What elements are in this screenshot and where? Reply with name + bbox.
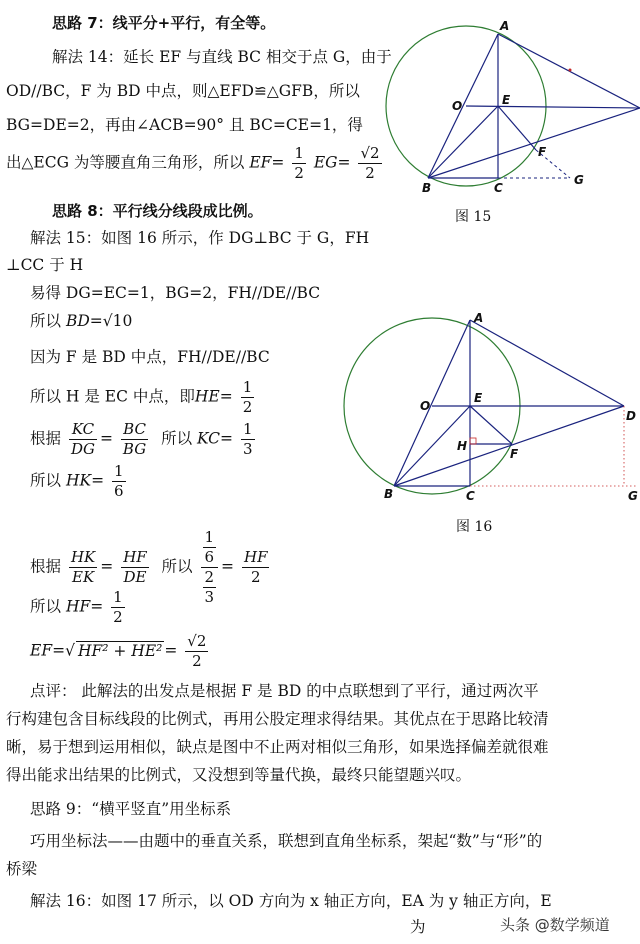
ef-equation: EF=√ HF² + HE² = $\frac{√2}{2}$ [30,632,207,670]
he-equation: 所以 H 是 EC 中点，即HE= $\frac{1}{2}$ [30,378,253,416]
hk-equation: 所以 HK= $\frac{1}{6}$ [30,462,124,500]
idea9-line1: 巧用坐标法——由题中的垂直关系，联想到直角坐标系，架起“数”与“形”的 [30,832,543,850]
idea9-line3: 解法 16：如图 17 所示，以 OD 方向为 x 轴正方向，EA 为 y 轴正方向，E [30,892,552,910]
label-D: D [626,409,636,423]
label-H: H [457,439,468,453]
fraction: $\frac{√2}{2}$ [187,632,207,670]
fraction: $\frac{1}{3}$ [242,420,253,458]
idea8-line2: ⊥CC 于 H [6,256,84,274]
label-O: O [452,99,463,113]
fraction: $\frac{1}{2}$ [294,144,304,182]
idea7-line1: 解法 14：延长 EF 与直线 BC 相交于点 G，由于 [52,48,392,66]
comment-line3: 晰，易于想到运用相似，缺点是图中不止两对相似三角形，如果选择偏差就很难 [6,738,549,756]
comment-line1: 点评： 此解法的出发点是根据 F 是 BD 的中点联想到了平行，通过两次平 [30,682,539,700]
idea8-line1: 解法 15：如图 16 所示，作 DG⊥BC 于 G，FH [30,229,370,247]
bd-equation: 所以 BD=√10 [30,312,133,330]
label-C: C [494,181,503,195]
idea9-line2: 桥梁 [6,860,38,878]
fraction: $\frac{1}{2}$ [242,378,253,416]
idea8-line5: 因为 F 是 BD 中点，FH//DE//BC [30,348,270,366]
label-E: E [474,391,483,405]
figure-16 [340,310,640,510]
idea7-line4: 出△ECG 为等腰直角三角形，所以 EF= $\frac{1}{2}$ EG= $\frac{√2}{2}$ [6,144,380,182]
fraction: $\frac{1}{6}$ [114,462,124,500]
label-C: C [466,489,475,503]
hf-proportion: 根据 $\frac{HK}{EK}$ = $\frac{HF}{DE}$ 所以 $\frac{\frac{1}{6}}{\frac{2}{3}}$ = $\frac{HF}{2}$ [30,528,268,606]
idea9-heading: 思路 9：“横平竖直”用坐标系 [30,800,232,818]
fraction: $\frac{KC}{DG}$ [70,420,95,458]
label-O: O [420,399,431,413]
idea7-line3: BG=DE=2，再由∠ACB=90° 且 BC=CE=1，得 [6,116,363,134]
fraction: $\frac{BC}{BG}$ [122,420,147,458]
comment-line4: 得出能求出结果的比例式，又没想到等量代换，最终只能望题兴叹。 [6,766,472,784]
fraction: $\frac{√2}{2}$ [360,144,380,182]
label-A: A [500,19,510,33]
fraction: $\frac{1}{2}$ [113,588,123,626]
fraction: $\frac{HF}{DE}$ [123,548,147,586]
figure-15 [380,10,640,200]
idea7-line2: OD//BC，F 为 BD 中点，则△EFD≌△GFB，所以 [6,82,360,100]
kc-equation: 根据 $\frac{KC}{DG}$ = $\frac{BC}{BG}$ 所以 KC= $\frac{1}{3}$ [30,420,253,458]
nested-fraction: $\frac{\frac{1}{6}}{\frac{2}{3}}$ [201,528,219,607]
idea8-heading: 思路 8：平行线分线段成比例。 [52,202,263,220]
label-B: B [384,487,394,501]
label-G: G [628,489,638,503]
label-B: B [422,181,432,195]
idea9-line4: 为 [410,918,426,936]
comment-line2: 行构建包含目标线段的比例式，再用公股定理求得结果。其优点在于思路比较清 [6,710,549,728]
figure15-caption: 图 15 [455,209,492,225]
label-F: F [510,447,519,461]
idea7-heading: 思路 7：线平分+平行，有全等。 [52,14,276,32]
label-G: G [574,173,584,187]
fraction: $\frac{HK}{EK}$ [70,548,96,586]
figure16-caption: 图 16 [456,519,493,535]
label-E: E [502,93,511,107]
fraction: $\frac{HF}{2}$ [243,548,268,586]
hf-equation: 所以 HF= $\frac{1}{2}$ [30,588,123,626]
idea8-line3: 易得 DG=EC=1，BG=2，FH//DE//BC [30,284,321,302]
watermark: 头条 @数学频道 [500,916,610,934]
label-F: F [538,145,547,159]
label-A: A [474,311,484,325]
